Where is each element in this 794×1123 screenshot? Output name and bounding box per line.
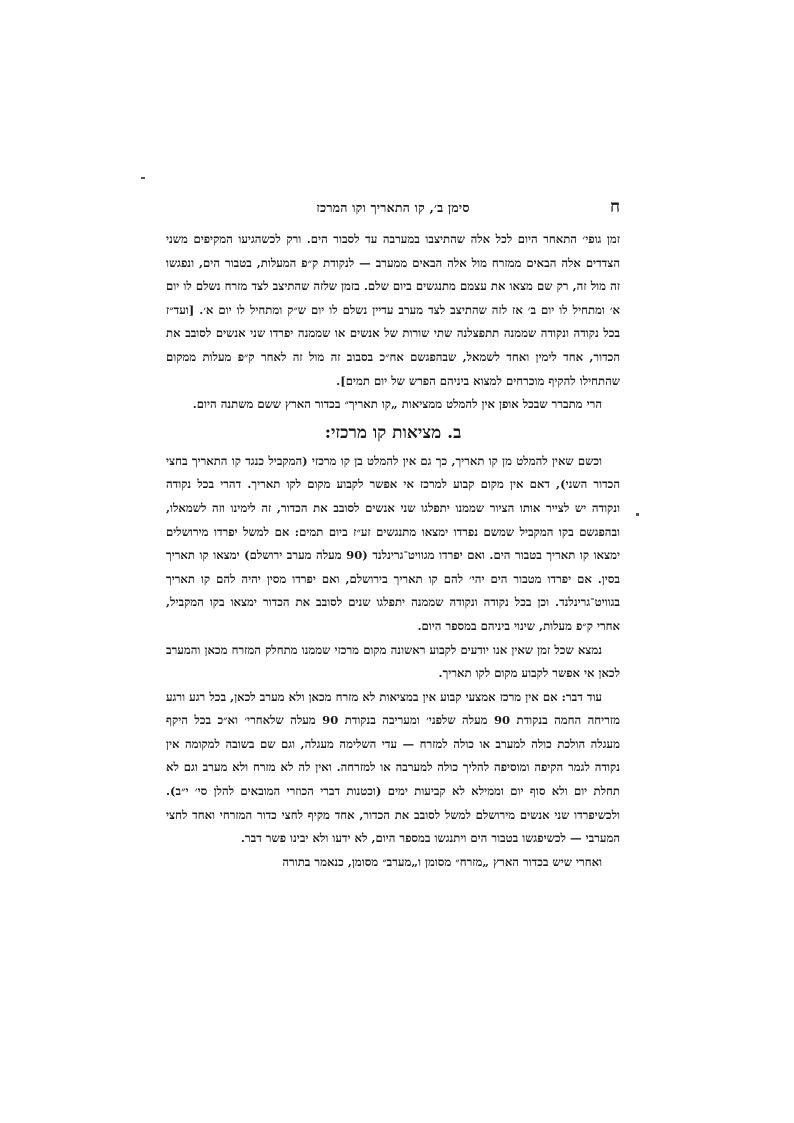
running-title: סימן ב׳, קו התאריך וקו המרכז [316,200,470,215]
paragraph: ואחרי שיש בכדור הארץ „מזרח״ מסומן ו„מערב״ מסומן, כנאמר בתורה [282,854,602,869]
paragraph: הרי מתברר שבכל אופן אין להמלט ממציאות „קו תאריך״ בכדור הארץ ששם משתנה היום. [192,397,602,412]
scan-speck [636,513,639,516]
page-header [166,197,620,221]
page-body [166,228,620,874]
paragraph: עוד דבר: אם אין מרכז אמצעי קבוע אין במציאות לא מזרח מכאן ולא מערב לכאן, בכל רגע ורגע מזריחה החמה בנקודת 90 מעלה שלפני׳ ומעריבה בנקודת 90 מעלה שלאחרי׳ וא״כ בכל היקף מעגלה הולכת כולה למערב או כולה למזרח — עדי השלימה מעגלה, וגם שם בשובה למקומה אין נקודה לגמר הקיפה ומוסיפה להליך כולה למערבה או למזרחה. ואין לה לא מזרח ולא מערב וגם לא תחלת יום ולא סוף יום וממילא לא קביעות ימים (וכטנות דברי הכוזרי המובאים להלן סי׳ י״ב). ולכשיפרדו שני אנשים מירושלם למשל לסובב את הכדור, אחד מקיף לחצי כדור המזרחי ואחד לחצי המערבי — לכשיפגשו בטבור הים ויתנגשו במספר היום, לא ידעו ולא יבינו פשר דבר. [166,689,621,846]
scan-speck [141,177,145,179]
paragraph: זמן גופי׳ התאחר היום לכל אלה שהתיצבו במערבה עד לסבור הים. ורק לכשהגיעו המקיפים משני הצדדים אלה הבאים ממזרח מול אלה הבאים ממערב — לנקודת ק״פ המעלות, בטבור הים, ונפגשו זה מול זה, רק שם מצאו את עצמם מתנגשים ביום שלם. בזמן שלזה שהתיצב לצד מזרח נשלם לו יום א׳ ומתחיל לו יום ב׳ אז לזה שהתיצב לצד מערב עדיין נשלם לו יום ש״ק ומתחיל לו יום א׳. [ועד״ז בכל נקודה ונקודה שממנה תתפצלנה שתי שורות של אנשים או שממנה יפרדו שני אנשים לסובב את הכדור, אחד לימין ואחד לשמאל, שבהפגשם אח״כ בסבוב זה מול זה לאחר ק״פ מעלות ממקום שהתחילו להקיף מוכרחים למצוא ביניהם הפרש של יום תמים]. [166,232,620,388]
paragraph: נמצא שכל זמן שאין אנו יודעים לקבוע ראשונה מקום מרכזי שממנו מתחלק המזרח מכאן והמערב לכאן אי אפשר לקבוע מקום לקו תאריך. [166,642,620,681]
paragraph: וכשם שאין להמלט מן קו תאריך, כך גם אין להמלט בן קו מרכזי (המקביל כנגד קו התאריך בחצי הכדור השני), דאם אין מקום קבוע למרכז אי אפשר לקבוע מקום לקו תאריך. דהרי בכל נקודה ונקודה יש לצייר אותו הציור שממנו יתפלגו שני אנשים לסובב את הכדור, זה לימינו וזה לשמאלו, ובהפגשם בקו המקביל שמשם נפרדו ימצאו מתנגשים זע״ז ביום תמים: אם למשל יפרדו מירושלים ימצאו קו תאריך בטבור הים. ואם יפרדו מגוויט־גרינלנד (90 מעלה מערב ירושלם) ימצאו קו תאריך בסין. אם יפרדו מטבור הים יהי׳ להם קו תאריך בירושלם, ואם יפרדו מסין יהיה להם קו תאריך בגוויט־גרינלנד. וכן בכל נקודה ונקודה שממנה יתפלגו שנים לסובב את הכדור ימצאו בקו המקביל, אחרי ק״פ מעלות, שינוי ביניהם במספר היום. [166,453,620,633]
section-heading: ב. מציאות קו מרכזי: [324,422,462,443]
page-number: ח [609,197,620,217]
